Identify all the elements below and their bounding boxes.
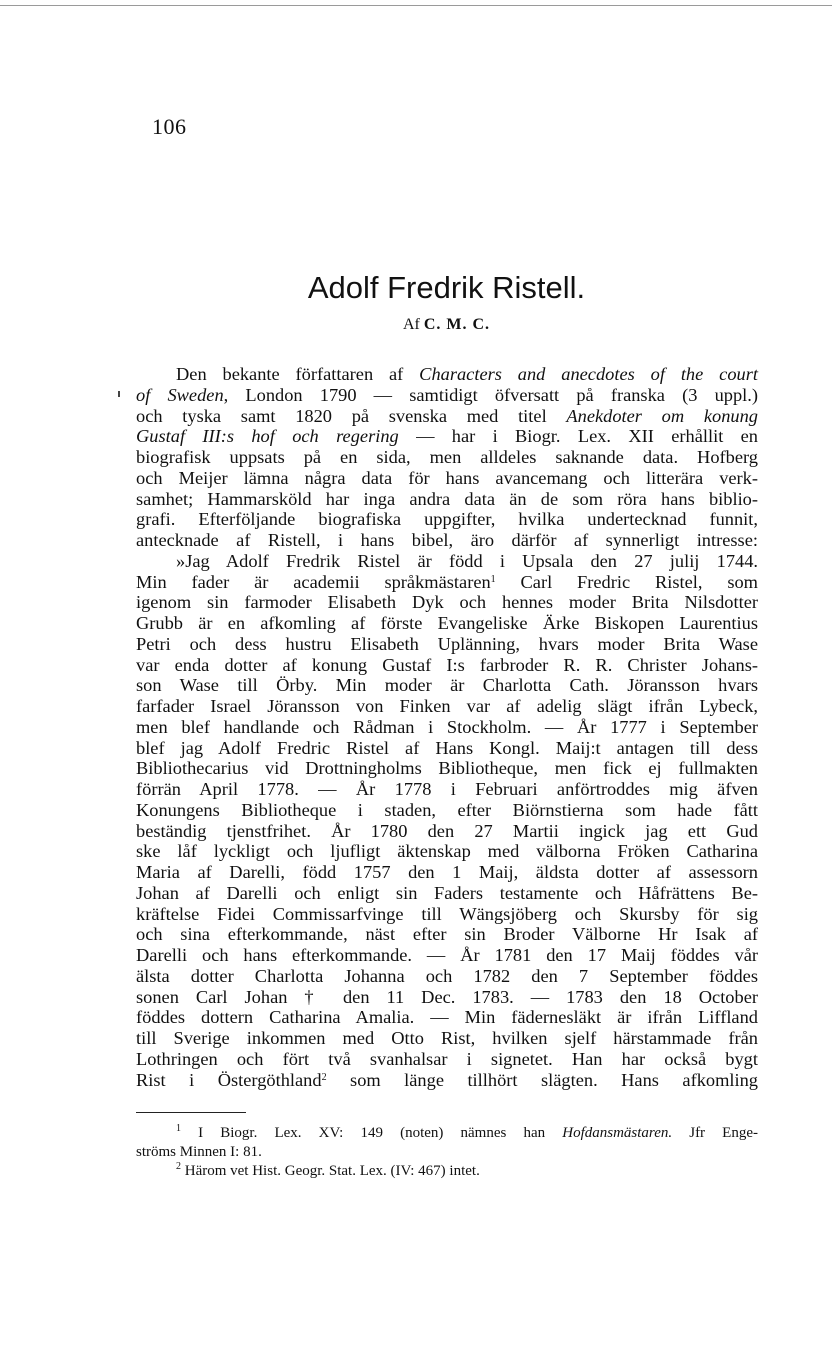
body-line [136,758,758,779]
footnote-line [136,1143,758,1162]
text-segment: och Meijer lämna några data för hans avancemang och litterära verk- [136,467,758,488]
page-number: 106 [152,114,187,139]
body-line [136,738,758,759]
body-line [136,1007,758,1028]
text-segment: 1 [490,573,496,585]
body-line [136,613,758,634]
body-line [136,841,758,862]
text-segment: som länge tillhört slägten. Hans afkomling [326,1069,758,1090]
text-segment: I Biogr. Lex. XV: 149 (noten) nämnes han [181,1125,563,1141]
text-segment: Anekdoter om konung [566,405,758,426]
text-segment: farfader Israel Jöransson von Finken var af adelig slägt ifrån Lybeck, [136,696,758,716]
text-segment: ske låf lyckligt och ljufligt äktenskap med välborna Fröken Catharina [136,841,758,862]
body-line [136,447,758,468]
body-line [136,862,758,883]
text-segment: 2 [176,1161,181,1172]
body-line [136,966,758,987]
body-line [136,364,758,385]
body-line [136,509,758,530]
text-segment: Min fader är academii språkmästaren [136,571,491,592]
text-segment: Characters and anecdotes of the court [419,364,758,384]
body-line [136,987,758,1008]
text-segment: föddes dottern Catharina Amalia. — Min fädernesläkt är ifrån Liffland [136,1007,758,1028]
text-segment: Petri och dess hustru Elisabeth Uplänning, hvars moder Brita Wase [136,633,758,654]
text-segment: »Jag Adolf Fredrik Ristel är född i Upsala den 27 julij 1744. [176,550,758,571]
body-line [136,1049,758,1070]
body-line [136,530,758,551]
text-segment: Härom vet Hist. Geogr. Stat. Lex. (IV: 467) intet. [181,1163,480,1179]
body-line [136,1070,758,1091]
text-segment: Konungens Bibliotheque i staden, efter Biörnstierna som hade fått [136,799,758,820]
body-line [136,800,758,821]
text-segment: grafi. Efterföljande biografiska uppgifter, hvilka undertecknad funnit, [136,509,758,530]
text-segment: sonen Carl Johan † den 11 Dec. 1783. — 1783 den 18 October [136,986,758,1007]
text-segment: Jfr Enge- [672,1125,758,1141]
body-line [136,489,758,510]
text-segment: älsta dotter Charlotta Johanna och 1782 den 7 September föddes [136,965,758,986]
text-segment: igenom sin farmoder Elisabeth Dyk och hennes moder Brita Nilsdotter [136,592,758,613]
text-segment: of Sweden [136,384,224,405]
margin-mark [118,391,120,397]
text-segment: Carl Fredric Ristel, som [495,571,758,592]
text-segment: samhet; Hammarsköld har inga andra data än de som röra hans biblio- [136,488,758,509]
body-line [136,406,758,427]
text-segment: Rist i Östergöthland [136,1069,322,1090]
body-line [136,675,758,696]
text-segment: blef jag Adolf Fredric Ristel af Hans Kongl. Maij:t antagen till dess [136,737,758,758]
text-segment: , London 1790 — samtidigt öfversatt på franska (3 uppl.) [223,384,758,405]
body-text [136,364,758,1090]
top-edge-rule [0,5,832,6]
byline [0,316,832,334]
body-line [136,779,758,800]
body-line [136,592,758,613]
footnote-line [136,1124,758,1143]
text-segment: till Sverige inkommen med Otto Rist, hvilken sjelf härstammade från [136,1028,758,1048]
text-segment: Johan af Darelli och enligt sin Faders testamente och Håfrättens Be- [136,882,758,903]
text-segment: son Wase till Örby. Min moder är Charlotta Cath. Jöransson hvars [136,675,758,696]
body-line [136,1028,758,1049]
body-line [136,883,758,904]
body-line [136,468,758,489]
text-segment: biografisk uppsats på en sida, men alldeles saknande data. Hofberg [136,447,758,467]
article-title: Adolf Fredrik Ristell. [307,270,586,305]
text-segment: beständig tjenstfrihet. År 1780 den 27 Martii ingick jag ett Gud [136,820,758,841]
text-segment: var enda dotter af konung Gustaf I:s farbroder R. R. Christer Johans- [136,654,758,675]
text-segment: men blef handlande och Rådman i Stockholm. — År 1777 i September [136,716,758,737]
text-segment: Lothringen och fört två svanhalsar i signetet. Han har också bygt [136,1048,758,1069]
body-line [136,572,758,593]
text-segment: kräftelse Fidei Commissarfvinge till Wängsjöberg och Skursby för sig [136,903,758,924]
body-line [136,924,758,945]
body-line [136,655,758,676]
body-line [136,904,758,925]
byline-author: C. M. C. [423,316,491,333]
footnote-rule [136,1112,246,1113]
text-segment: och tyska samt 1820 på svenska med titel [136,405,567,426]
text-segment: ströms Minnen I: 81. [136,1144,262,1160]
text-segment: förrän April 1778. — År 1778 i Februari anförtroddes mig äfven [136,779,758,799]
body-line [136,385,758,406]
text-segment: Bibliothecarius vid Drottningholms Bibliotheque, men fick ej fullmakten [136,758,758,779]
body-line [136,696,758,717]
text-segment: Maria af Darelli, född 1757 den 1 Maij, äldsta dotter af assessorn [136,862,758,882]
text-segment: och sina efterkommande, näst efter sin Broder Välborne Hr Isak af [136,924,758,945]
body-line [136,945,758,966]
footnotes [136,1124,758,1181]
body-line [136,821,758,842]
text-segment: Darelli och hans efterkommande. — År 1781 den 17 Maij föddes vår [136,945,758,965]
text-segment: Gustaf III:s hof och regering [136,426,399,447]
body-line [136,551,758,572]
text-segment: 2 [321,1071,327,1083]
footnote-line [136,1162,758,1181]
text-segment: 1 [176,1123,181,1134]
body-line [136,717,758,738]
body-line [136,634,758,655]
text-segment: Hofdansmästaren. [562,1125,673,1141]
text-segment: Grubb är en afkomling af förste Evangeliske Ärke Biskopen Laurentius [136,613,758,633]
body-line [136,426,758,447]
text-segment: antecknade af Ristell, i hans bibel, äro därför af synnerligt intresse: [136,530,758,550]
byline-prefix: Af [402,316,420,333]
text-segment: Den bekante författaren af [176,364,420,384]
text-segment: — har i Biogr. Lex. XII erhållit en [398,426,758,447]
